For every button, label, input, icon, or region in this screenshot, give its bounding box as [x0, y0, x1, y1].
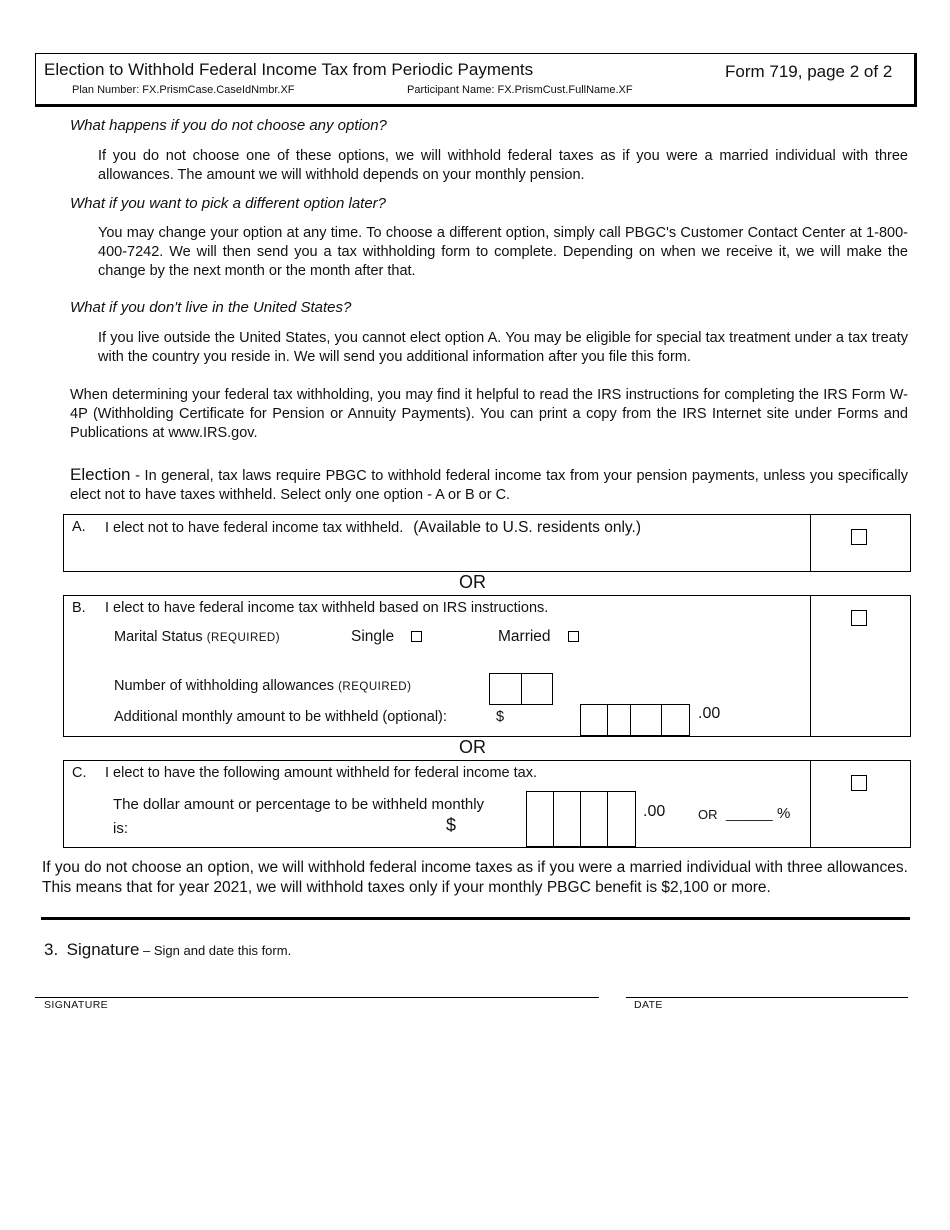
form-title: Election to Withhold Federal Income Tax from Periodic Payments [44, 60, 534, 79]
signature-line[interactable] [35, 997, 599, 998]
election-intro-text: - In general, tax laws require PBGC to withhold federal income tax from your pension payments, unless you specifically elect not to have taxes withheld. Select only one option - A or B or C. [70, 468, 908, 503]
option-b-text: I elect to have federal income tax withheld based on IRS instructions. [105, 600, 549, 616]
or-small-label: OR [698, 807, 718, 822]
married-label: Married [498, 628, 551, 645]
option-b-checkbox[interactable] [851, 610, 867, 626]
faq-answer-1: If you do not choose one of these options, we will withhold federal taxes as if you were a married individual with three allowances. The amount we will withhold depends on your monthly pension. [98, 148, 908, 183]
marital-status-label [114, 629, 280, 645]
cents-label: .00 [698, 705, 721, 722]
signature-number: 3. [44, 940, 59, 959]
dollar-sign: $ [446, 815, 457, 835]
election-intro [70, 465, 908, 505]
option-c-checkbox[interactable] [851, 775, 867, 791]
withheld-amount-digit-1[interactable] [526, 791, 554, 847]
withheld-amount-digit-4[interactable] [607, 791, 636, 847]
required-note: (REQUIRED) [338, 681, 412, 693]
faq-answer-3: If you live outside the United States, you cannot elect option A. You may be eligible for special tax treatment under a tax treaty with the country you reside in. We will send you additional information after you file this form. [98, 330, 908, 365]
faq-question-1: What happens if you do not choose any option? [70, 117, 387, 134]
single-label: Single [351, 628, 395, 645]
marital-status-text: Marital Status [114, 629, 203, 645]
participant-name: Participant Name: FX.PrismCust.FullName.XF [407, 84, 633, 96]
signature-heading [44, 940, 291, 960]
section-divider [41, 917, 910, 920]
allowances-label [114, 678, 411, 694]
additional-amount-digit-3[interactable] [630, 704, 662, 736]
signature-instruction: – Sign and date this form. [139, 943, 292, 958]
plan-number: Plan Number: FX.PrismCase.CaseIdNmbr.XF [72, 84, 295, 96]
required-note: (REQUIRED) [206, 632, 281, 644]
option-a-checkbox[interactable] [851, 529, 867, 545]
withheld-amount-digit-3[interactable] [580, 791, 608, 847]
default-note: If you do not choose an option, we will withhold federal income taxes as if you were a married individual with three allowances. This means that for year 2021, we will withhold taxes only if your monthly PBGC benefit is $2,100 or more. [42, 859, 908, 896]
allowances-digit-2[interactable] [521, 673, 553, 705]
option-a-note: (Available to U.S. residents only.) [413, 519, 641, 536]
or-separator: OR [459, 737, 486, 757]
divider [810, 514, 811, 571]
additional-amount-digit-2[interactable] [607, 704, 631, 736]
option-c-letter: C. [72, 765, 87, 781]
divider [810, 760, 811, 847]
amount-label-line-2: is: [113, 820, 128, 837]
faq-question-2: What if you want to pick a different option later? [70, 195, 387, 212]
faq-question-3: What if you don't live in the United States? [70, 299, 352, 316]
form-id: Form 719, page 2 of 2 [725, 62, 893, 81]
signature-label: SIGNATURE [44, 999, 109, 1011]
allowances-text: Number of withholding allowances [114, 678, 335, 694]
faq-answer-2: You may change your option at any time. To choose a different option, simply call PBGC's Customer Contact Center at 1-800-400-7242. We will then send you a tax withholding form to complete. Depending on when we receive it, we will make the change by the next month or the month after that. [98, 225, 908, 279]
amount-label-line-1: The dollar amount or percentage to be withheld monthly [113, 796, 485, 813]
divider [810, 595, 811, 736]
option-c-text: I elect to have the following amount withheld for federal income tax. [105, 765, 538, 781]
option-a-letter: A. [72, 519, 86, 535]
percent-sign: % [777, 805, 791, 822]
irs-note: When determining your federal tax withholding, you may find it helpful to read the IRS instructions for completing the IRS Form W-4P (Withholding Certificate for Pension or Annuity Payments). You can print a copy from the IRS Internet site under Forms and Publications at www.IRS.gov. [70, 387, 908, 441]
withheld-amount-digit-2[interactable] [553, 791, 581, 847]
dollar-sign: $ [496, 709, 505, 725]
signature-title: Signature [66, 940, 140, 959]
additional-amount-digit-4[interactable] [661, 704, 690, 736]
election-heading: Election [70, 465, 131, 484]
additional-amount-digit-1[interactable] [580, 704, 608, 736]
cents-label: .00 [643, 803, 666, 820]
option-a-label [105, 519, 641, 537]
allowances-digit-1[interactable] [489, 673, 522, 705]
percentage-input[interactable]: ______ [726, 805, 773, 821]
option-a-text: I elect not to have federal income tax withheld. [105, 520, 404, 536]
additional-amount-label: Additional monthly amount to be withheld (optional): [114, 709, 447, 725]
single-checkbox[interactable] [411, 631, 422, 642]
or-separator: OR [459, 572, 486, 592]
date-label: DATE [634, 999, 663, 1011]
date-line[interactable] [626, 997, 908, 998]
option-b-letter: B. [72, 600, 86, 616]
married-checkbox[interactable] [568, 631, 579, 642]
